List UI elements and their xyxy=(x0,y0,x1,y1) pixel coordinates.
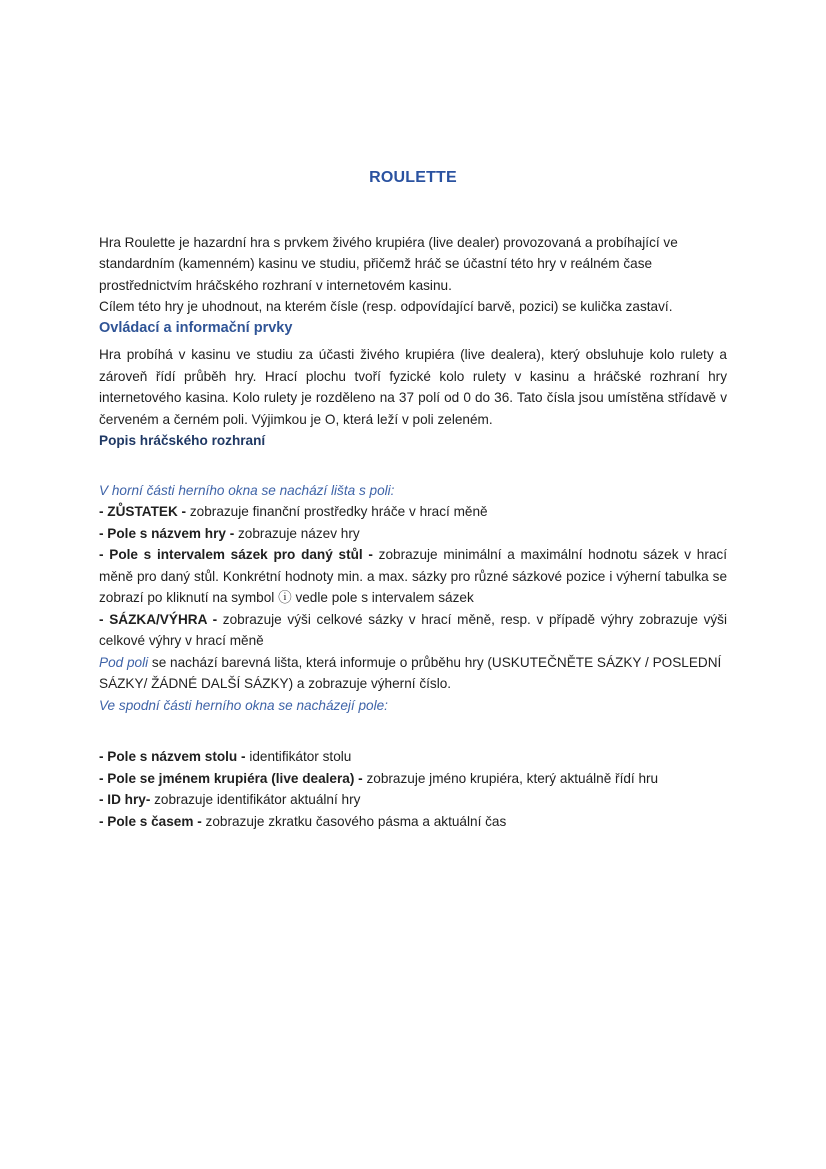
leadin-bottom-fields: Ve spodní části herního okna se nacházejí pole: xyxy=(99,697,388,713)
field-term: - Pole se jménem krupiéra (live dealera) - xyxy=(99,770,363,786)
field-term: - Pole s intervalem sázek pro daný stůl - xyxy=(99,547,373,562)
field-description: zobrazuje identifikátor aktuální hry xyxy=(150,792,361,807)
status-bar-rest: se nachází barevná lišta, která informuje o průběhu hry (USKUTEČNĚTE SÁZKY / POSLEDNÍ SÁZKY/ ŽÁDNÉ DALŠÍ SÁZKY) a zobrazuje výherní číslo. xyxy=(99,654,722,691)
field-item-balance xyxy=(99,501,727,523)
paragraph-status-bar xyxy=(99,652,727,695)
field-item-time xyxy=(99,811,727,833)
field-term: - Pole s časem - xyxy=(99,813,202,829)
field-description: zobrazuje jméno krupiéra, který aktuálně řídí hru xyxy=(362,770,659,786)
field-term: - Pole s názvem stolu - xyxy=(99,749,246,764)
field-description: zobrazuje finanční prostředky hráče v hrací měně xyxy=(186,504,488,519)
paragraph-intro: Hra Roulette je hazardní hra s prvkem živého krupiéra (live dealer) provozovaná a probíhající ve standardním (kamenném) kasinu ve studiu, přičemž hráč se účastní této hry v reálném čase prostřednictvím hráčského rozhraní v internetovém kasinu. xyxy=(99,234,678,293)
field-description: zobrazuje zkratku časového pásma a aktuální čas xyxy=(201,813,507,829)
section-heading-controls: Ovládací a informační prvky xyxy=(99,319,293,336)
page-title: ROULETTE xyxy=(369,169,457,186)
paragraph-goal: Cílem této hry je uhodnout, na kterém čísle (resp. odpovídající barvě, pozici) se kulička zastaví. xyxy=(99,299,673,314)
field-term: - SÁZKA/VÝHRA - xyxy=(99,611,218,627)
field-description: identifikátor stolu xyxy=(245,749,352,764)
field-item-game-name xyxy=(99,523,727,545)
field-item-game-id xyxy=(99,789,727,811)
leadin-top-fields: V horní části herního okna se nachází lišta s poli: xyxy=(99,482,395,498)
field-item-dealer-name xyxy=(99,768,727,790)
field-description: zobrazuje výši celkové sázky v hrací měně, resp. v případě výhry zobrazuje výši celkové výhry v hrací měně xyxy=(99,611,727,648)
paragraph-controls: Hra probíhá v kasinu ve studiu za účasti živého krupiéra (live dealera), který obsluhuje kolo rulety a zároveň řídí průběh hry. Hrací plochu tvoří fyzické kolo rulety v kasinu a hráčské rozhraní hry internetového kasina. Kolo rulety je rozděleno na 37 polí od 0 do 36. Tato čísla jsou umístěna střídavě v červeném a černém poli. Výjimkou je O, která leží v poli zeleném. xyxy=(99,347,727,427)
subsection-heading-ui-description: Popis hráčského rozhraní xyxy=(99,433,266,448)
field-term: - ID hry- xyxy=(99,792,151,807)
field-description: zobrazuje název hry xyxy=(234,525,360,541)
field-term: - ZŮSTATEK - xyxy=(99,504,187,519)
field-term: - Pole s názvem hry - xyxy=(99,525,235,541)
field-description: zobrazuje minimální a maximální hodnotu sázek v hrací měně pro daný stůl. Konkrétní hodnoty min. a max. sázky pro různé sázkové pozice i výherní tabulka se zobrazí po kliknutí na symbol ⓘ vedle pole s intervalem sázek xyxy=(99,547,727,605)
field-item-bet-interval xyxy=(99,544,727,609)
field-item-bet-win xyxy=(99,609,727,652)
field-item-table-name xyxy=(99,746,727,768)
status-bar-lead: Pod poli xyxy=(99,654,149,670)
